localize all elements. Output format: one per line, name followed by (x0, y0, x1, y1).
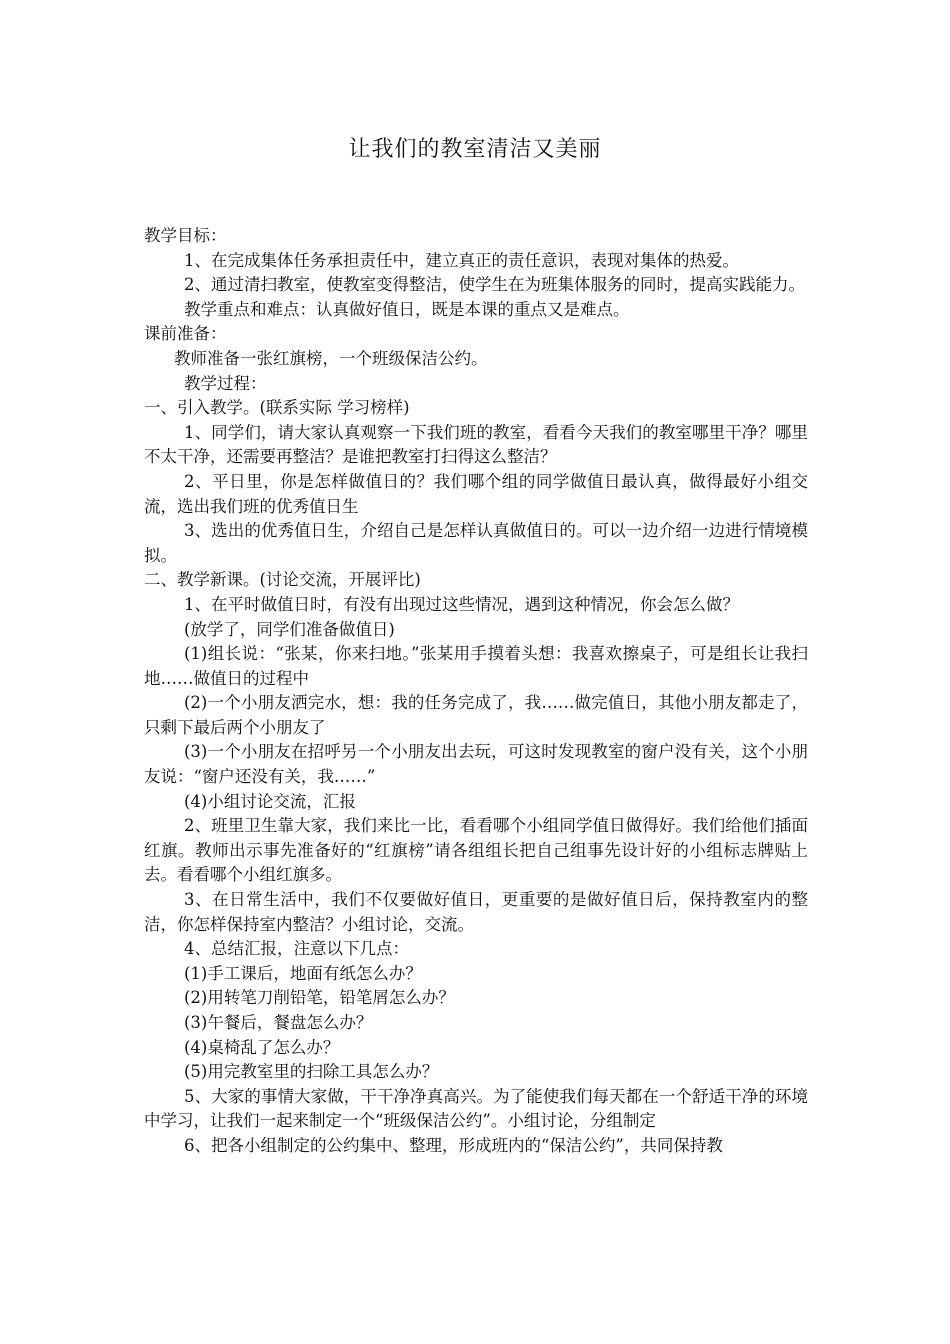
paragraph: 1、在平时做值日时，有没有出现过这些情况，遇到这种情况，你会怎么做？ (184, 594, 739, 614)
list-item: (1)手工课后，地面有纸怎么办？ (184, 963, 422, 983)
section-heading-2: 二、教学新课。(讨论交流，开展评比) (144, 570, 421, 590)
paragraph: 3、选出的优秀值日生，介绍自己是怎样认真做值日的。可以一边介绍一边进行情境模拟。 (144, 521, 808, 565)
section-heading-1: 一、引入教学。(联系实际 学习榜样) (144, 398, 410, 418)
paragraph: (2)一个小朋友洒完水，想：我的任务完成了，我……做完值日，其他小朋友都走了，只剩下最后两个小朋友了 (144, 693, 808, 737)
paragraph: 6、把各小组制定的公约集中、整理，形成班内的“保洁公约”，共同保持教 (184, 1135, 723, 1155)
paragraph: 2、平日里，你是怎样做值日的？我们哪个组的同学做值日最认真，做得最好小组交流，选出我们班的优秀值日生 (144, 471, 808, 516)
paragraph: 1、在完成集体任务承担责任中，建立真正的责任意识，表现对集体的热爱。 (184, 250, 739, 270)
paragraph: 1、同学们，请大家认真观察一下我们班的教室，看看今天我们的教室哪里干净？哪里不太干净，还需要再整洁？是谁把教室打扫得这么整洁？ (144, 422, 808, 467)
page-title: 让我们的教室清洁又美丽 (348, 137, 602, 162)
list-item: (5)用完教室里的扫除工具怎么办？ (184, 1062, 439, 1082)
paragraph: 2、通过清扫教室，使教室变得整洁，使学生在为班集体服务的同时，提高实践能力。 (184, 275, 805, 295)
document-body (144, 224, 808, 1159)
paragraph: 5、大家的事情大家做，干干净净真高兴。为了能使我们每天都在一个舒适干净的环境中学习，让我们一起来制定一个“班级保洁公约”。小组讨论，分组制定 (144, 1086, 808, 1131)
list-item: (3)午餐后，餐盘怎么办？ (184, 1013, 373, 1032)
list-item: (4)桌椅乱了怎么办？ (184, 1037, 340, 1057)
paragraph: (放学了，同学们准备做值日) (184, 619, 395, 639)
list-item: (2)用转笔刀削铅笔，铅笔屑怎么办？ (184, 988, 455, 1008)
paragraph-process-heading: 教学过程： (184, 373, 267, 393)
paragraph: 4、总结汇报，注意以下几点： (184, 939, 409, 959)
paragraph-preparation-heading: 课前准备： (144, 324, 227, 344)
paragraph: 教师准备一张红旗榜，一个班级保洁公约。 (174, 348, 488, 368)
paragraph: 教学重点和难点：认真做好值日，既是本课的重点又是难点。 (184, 299, 630, 319)
paragraph-objectives-heading: 教学目标： (144, 226, 227, 245)
paragraph: (4)小组讨论交流，汇报 (184, 791, 356, 811)
paragraph: (1)组长说：“张某，你来扫地。”张某用手摸着头想：我喜欢擦桌子，可是组长让我扫地……做值日的过程中 (144, 644, 808, 688)
paragraph: 2、班里卫生靠大家，我们来比一比，看看哪个小组同学值日做得好。我们给他们插面红旗。教师出示事先准备好的“红旗榜”请各组组长把自己组事先设计好的小组标志牌贴上去。看看哪个小组红旗多。 (144, 816, 808, 885)
paragraph: (3)一个小朋友在招呼另一个小朋友出去玩，可这时发现教室的窗户没有关，这个小朋友说：“窗户还没有关，我……” (144, 742, 808, 787)
paragraph: 3、在日常生活中，我们不仅要做好值日，更重要的是做好值日后，保持教室内的整洁，你怎样保持室内整洁？小组讨论，交流。 (144, 890, 808, 934)
